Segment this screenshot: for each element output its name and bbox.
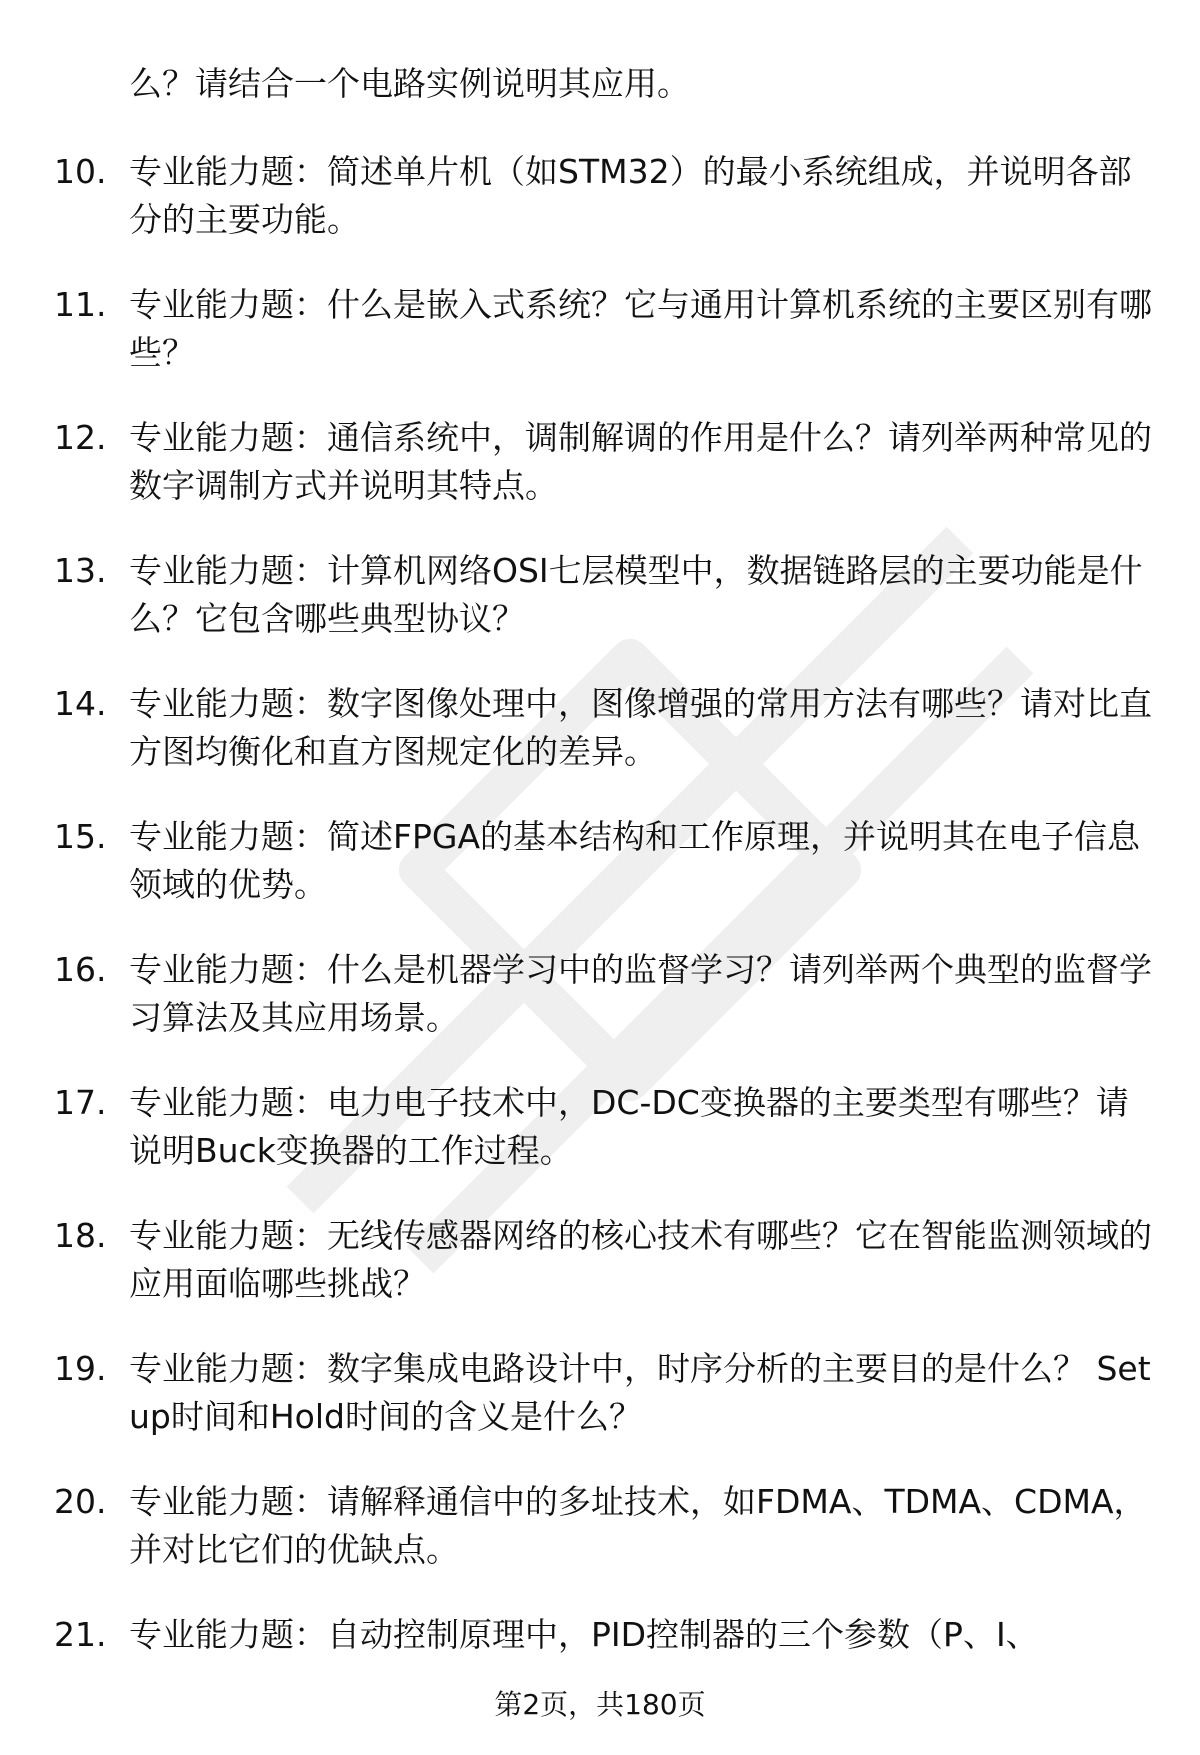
question-number: 19. (54, 1349, 107, 1388)
question-number: 14. (54, 684, 107, 723)
question-number: 16. (54, 950, 107, 989)
question-text: 专业能力题：数字图像处理中，图像增强的常用方法有哪些？请对比直方图均衡化和直方图规定化的差异。 (129, 684, 1152, 771)
question-text: 专业能力题：什么是机器学习中的监督学习？请列举两个典型的监督学习算法及其应用场景。 (129, 950, 1152, 1037)
question-text: 专业能力题：电力电子技术中，DC-DC变换器的主要类型有哪些？请说明Buck变换器的工作过程。 (129, 1083, 1129, 1170)
question-item (0, 1345, 1200, 1478)
question-item (0, 1212, 1200, 1345)
question-text: 专业能力题：简述单片机（如STM32）的最小系统组成，并说明各部分的主要功能。 (129, 152, 1132, 239)
question-text: 专业能力题：简述FPGA的基本结构和工作原理，并说明其在电子信息领域的优势。 (129, 817, 1141, 904)
question-text: 专业能力题：计算机网络OSI七层模型中，数据链路层的主要功能是什么？它包含哪些典型协议？ (129, 551, 1143, 638)
question-text: 专业能力题：自动控制原理中，PID控制器的三个参数（P、I、 (129, 1615, 1039, 1654)
question-text: 专业能力题：通信系统中，调制解调的作用是什么？请列举两种常见的数字调制方式并说明其特点。 (129, 418, 1152, 505)
question-list (0, 148, 1200, 1744)
question-text: 专业能力题：请解释通信中的多址技术，如FDMA、TDMA、CDMA，并对比它们的优缺点。 (129, 1482, 1147, 1569)
question-text: 专业能力题：无线传感器网络的核心技术有哪些？它在智能监测领域的应用面临哪些挑战？ (129, 1216, 1152, 1303)
question-item (0, 148, 1200, 281)
question-item (0, 414, 1200, 547)
question-number: 21. (54, 1615, 107, 1654)
question-item (0, 813, 1200, 946)
continued-question-text: 么？请结合一个电路实例说明其应用。 (129, 64, 690, 103)
question-item (0, 680, 1200, 813)
question-number: 18. (54, 1216, 107, 1255)
question-number: 12. (54, 418, 107, 457)
question-text: 专业能力题：什么是嵌入式系统？它与通用计算机系统的主要区别有哪些？ (129, 285, 1152, 372)
question-number: 17. (54, 1083, 107, 1122)
question-item (0, 1478, 1200, 1611)
page-footer: 第2页，共180页 (494, 1688, 706, 1721)
question-number: 20. (54, 1482, 107, 1521)
question-item (0, 946, 1200, 1079)
question-number: 10. (54, 152, 107, 191)
question-item (0, 281, 1200, 414)
question-item (0, 1079, 1200, 1212)
question-number: 13. (54, 551, 107, 590)
question-number: 11. (54, 285, 107, 324)
question-item (0, 547, 1200, 680)
question-number: 15. (54, 817, 107, 856)
question-text: 专业能力题：数字集成电路设计中，时序分析的主要目的是什么？ Setup时间和Hold时间的含义是什么？ (129, 1349, 1151, 1436)
